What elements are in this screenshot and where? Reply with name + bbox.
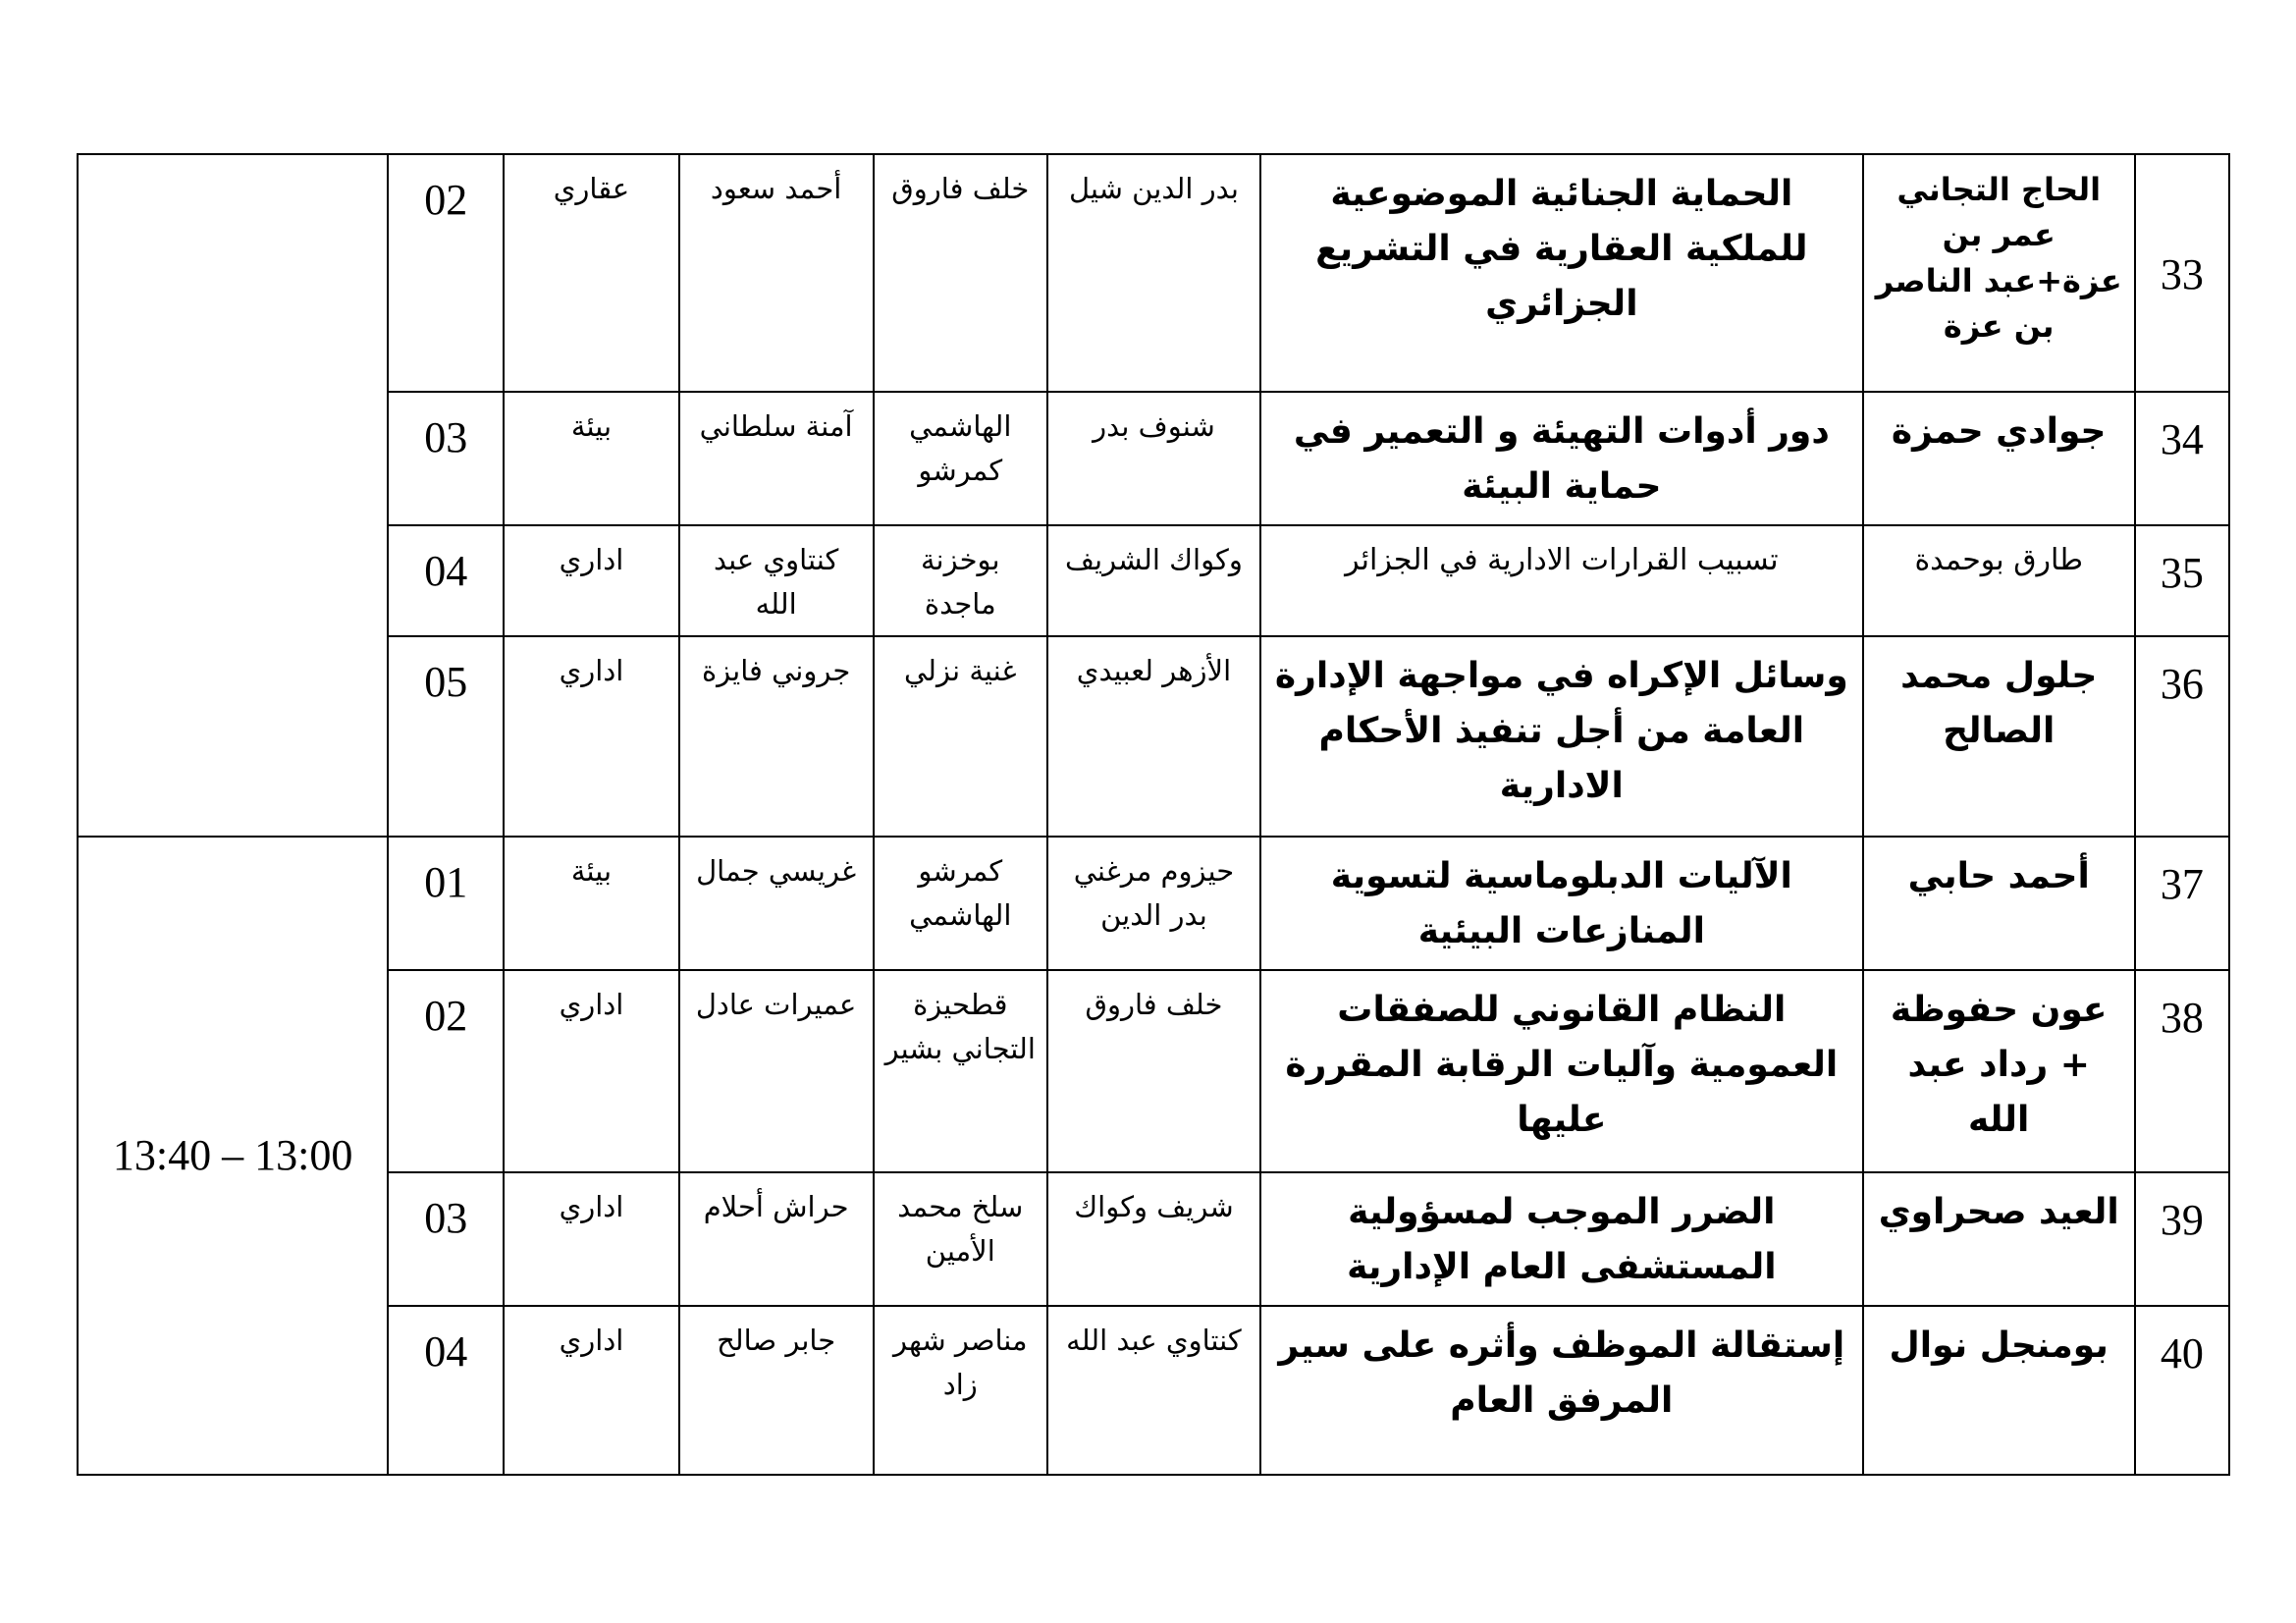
thesis-title-cell: إستقالة الموظف وأثره على سير المرفق العام <box>1260 1306 1863 1475</box>
thesis-title-cell: الحماية الجنائية الموضوعية للملكية العقارية في التشريع الجزائري <box>1260 154 1863 392</box>
row-number-cell: 34 <box>2135 392 2229 525</box>
row-number-cell: 35 <box>2135 525 2229 637</box>
student-cell: جلول محمد الصالح <box>1863 636 2135 837</box>
examiner-cell: كمرشو الهاشمي <box>874 837 1047 970</box>
student-cell: العيد صحراوي <box>1863 1172 2135 1306</box>
specialty-cell: اداري <box>504 636 678 837</box>
supervisor-cell: شريف وكواك <box>1047 1172 1260 1306</box>
row-number-cell: 37 <box>2135 837 2229 970</box>
specialty-cell: بيئة <box>504 392 678 525</box>
hall-cell: 05 <box>388 636 504 837</box>
specialty-cell: اداري <box>504 525 678 637</box>
member-cell: جابر صالح <box>679 1306 874 1475</box>
hall-cell: 04 <box>388 1306 504 1475</box>
member-cell: غريسي جمال <box>679 837 874 970</box>
supervisor-cell: خلف فاروق <box>1047 970 1260 1172</box>
examiner-cell: بوخزنة ماجدة <box>874 525 1047 637</box>
student-cell: أحمد حابي <box>1863 837 2135 970</box>
supervisor-cell: بدر الدين شيل <box>1047 154 1260 392</box>
hall-cell: 03 <box>388 392 504 525</box>
specialty-cell: اداري <box>504 970 678 1172</box>
table-row <box>78 525 2229 637</box>
member-cell: جروني فايزة <box>679 636 874 837</box>
specialty-cell: عقاري <box>504 154 678 392</box>
specialty-cell: بيئة <box>504 837 678 970</box>
table-row <box>78 1306 2229 1475</box>
table-row <box>78 392 2229 525</box>
member-cell: آمنة سلطاني <box>679 392 874 525</box>
examiner-cell: الهاشمي كمرشو <box>874 392 1047 525</box>
examiner-cell: مناصر شهر زاد <box>874 1306 1047 1475</box>
table-row <box>78 636 2229 837</box>
student-cell: عون حفوظة + رداد عبد الله <box>1863 970 2135 1172</box>
specialty-cell: اداري <box>504 1306 678 1475</box>
supervisor-cell: الأزهر لعبيدي <box>1047 636 1260 837</box>
thesis-title-cell: دور أدوات التهيئة و التعمير في حماية البيئة <box>1260 392 1863 525</box>
member-cell: كنتاوي عبد الله <box>679 525 874 637</box>
member-cell: أحمد سعود <box>679 154 874 392</box>
student-cell: الحاج التجاني عمر بن عزة+عبد الناصر بن عزة <box>1863 154 2135 392</box>
thesis-title-cell: الضرر الموجب لمسؤولية المستشفى العام الإدارية <box>1260 1172 1863 1306</box>
thesis-title-cell: وسائل الإكراه في مواجهة الإدارة العامة من أجل تنفيذ الأحكام الادارية <box>1260 636 1863 837</box>
table-row <box>78 154 2229 392</box>
row-number-cell: 38 <box>2135 970 2229 1172</box>
hall-cell: 02 <box>388 154 504 392</box>
hall-cell: 01 <box>388 837 504 970</box>
row-number-cell: 40 <box>2135 1306 2229 1475</box>
time-slot-cell: 13:40 – 13:00 <box>78 837 388 1475</box>
table-row <box>78 970 2229 1172</box>
thesis-title-cell: الآليات الدبلوماسية لتسوية المنازعات البيئية <box>1260 837 1863 970</box>
hall-cell: 04 <box>388 525 504 637</box>
supervisor-cell: كنتاوي عبد الله <box>1047 1306 1260 1475</box>
row-number-cell: 39 <box>2135 1172 2229 1306</box>
supervisor-cell: حيزوم مرغني بدر الدين <box>1047 837 1260 970</box>
student-cell: جوادي حمزة <box>1863 392 2135 525</box>
examiner-cell: سلخ محمد الأمين <box>874 1172 1047 1306</box>
thesis-title-cell: تسبيب القرارات الادارية في الجزائر <box>1260 525 1863 637</box>
defense-schedule-table <box>77 153 2230 1476</box>
student-cell: بومنجل نوال <box>1863 1306 2135 1475</box>
time-slot-cell <box>78 154 388 837</box>
member-cell: حراش أحلام <box>679 1172 874 1306</box>
row-number-cell: 36 <box>2135 636 2229 837</box>
specialty-cell: اداري <box>504 1172 678 1306</box>
table-row <box>78 1172 2229 1306</box>
student-cell: طارق بوحمدة <box>1863 525 2135 637</box>
table-row <box>78 837 2229 970</box>
examiner-cell: خلف فاروق <box>874 154 1047 392</box>
row-number-cell: 33 <box>2135 154 2229 392</box>
member-cell: عميرات عادل <box>679 970 874 1172</box>
thesis-title-cell: النظام القانوني للصفقات العمومية وآليات الرقابة المقررة عليها <box>1260 970 1863 1172</box>
examiner-cell: قطحيزة التجاني بشير <box>874 970 1047 1172</box>
hall-cell: 02 <box>388 970 504 1172</box>
supervisor-cell: شنوف بدر <box>1047 392 1260 525</box>
supervisor-cell: وكواك الشريف <box>1047 525 1260 637</box>
hall-cell: 03 <box>388 1172 504 1306</box>
examiner-cell: غنية نزلي <box>874 636 1047 837</box>
